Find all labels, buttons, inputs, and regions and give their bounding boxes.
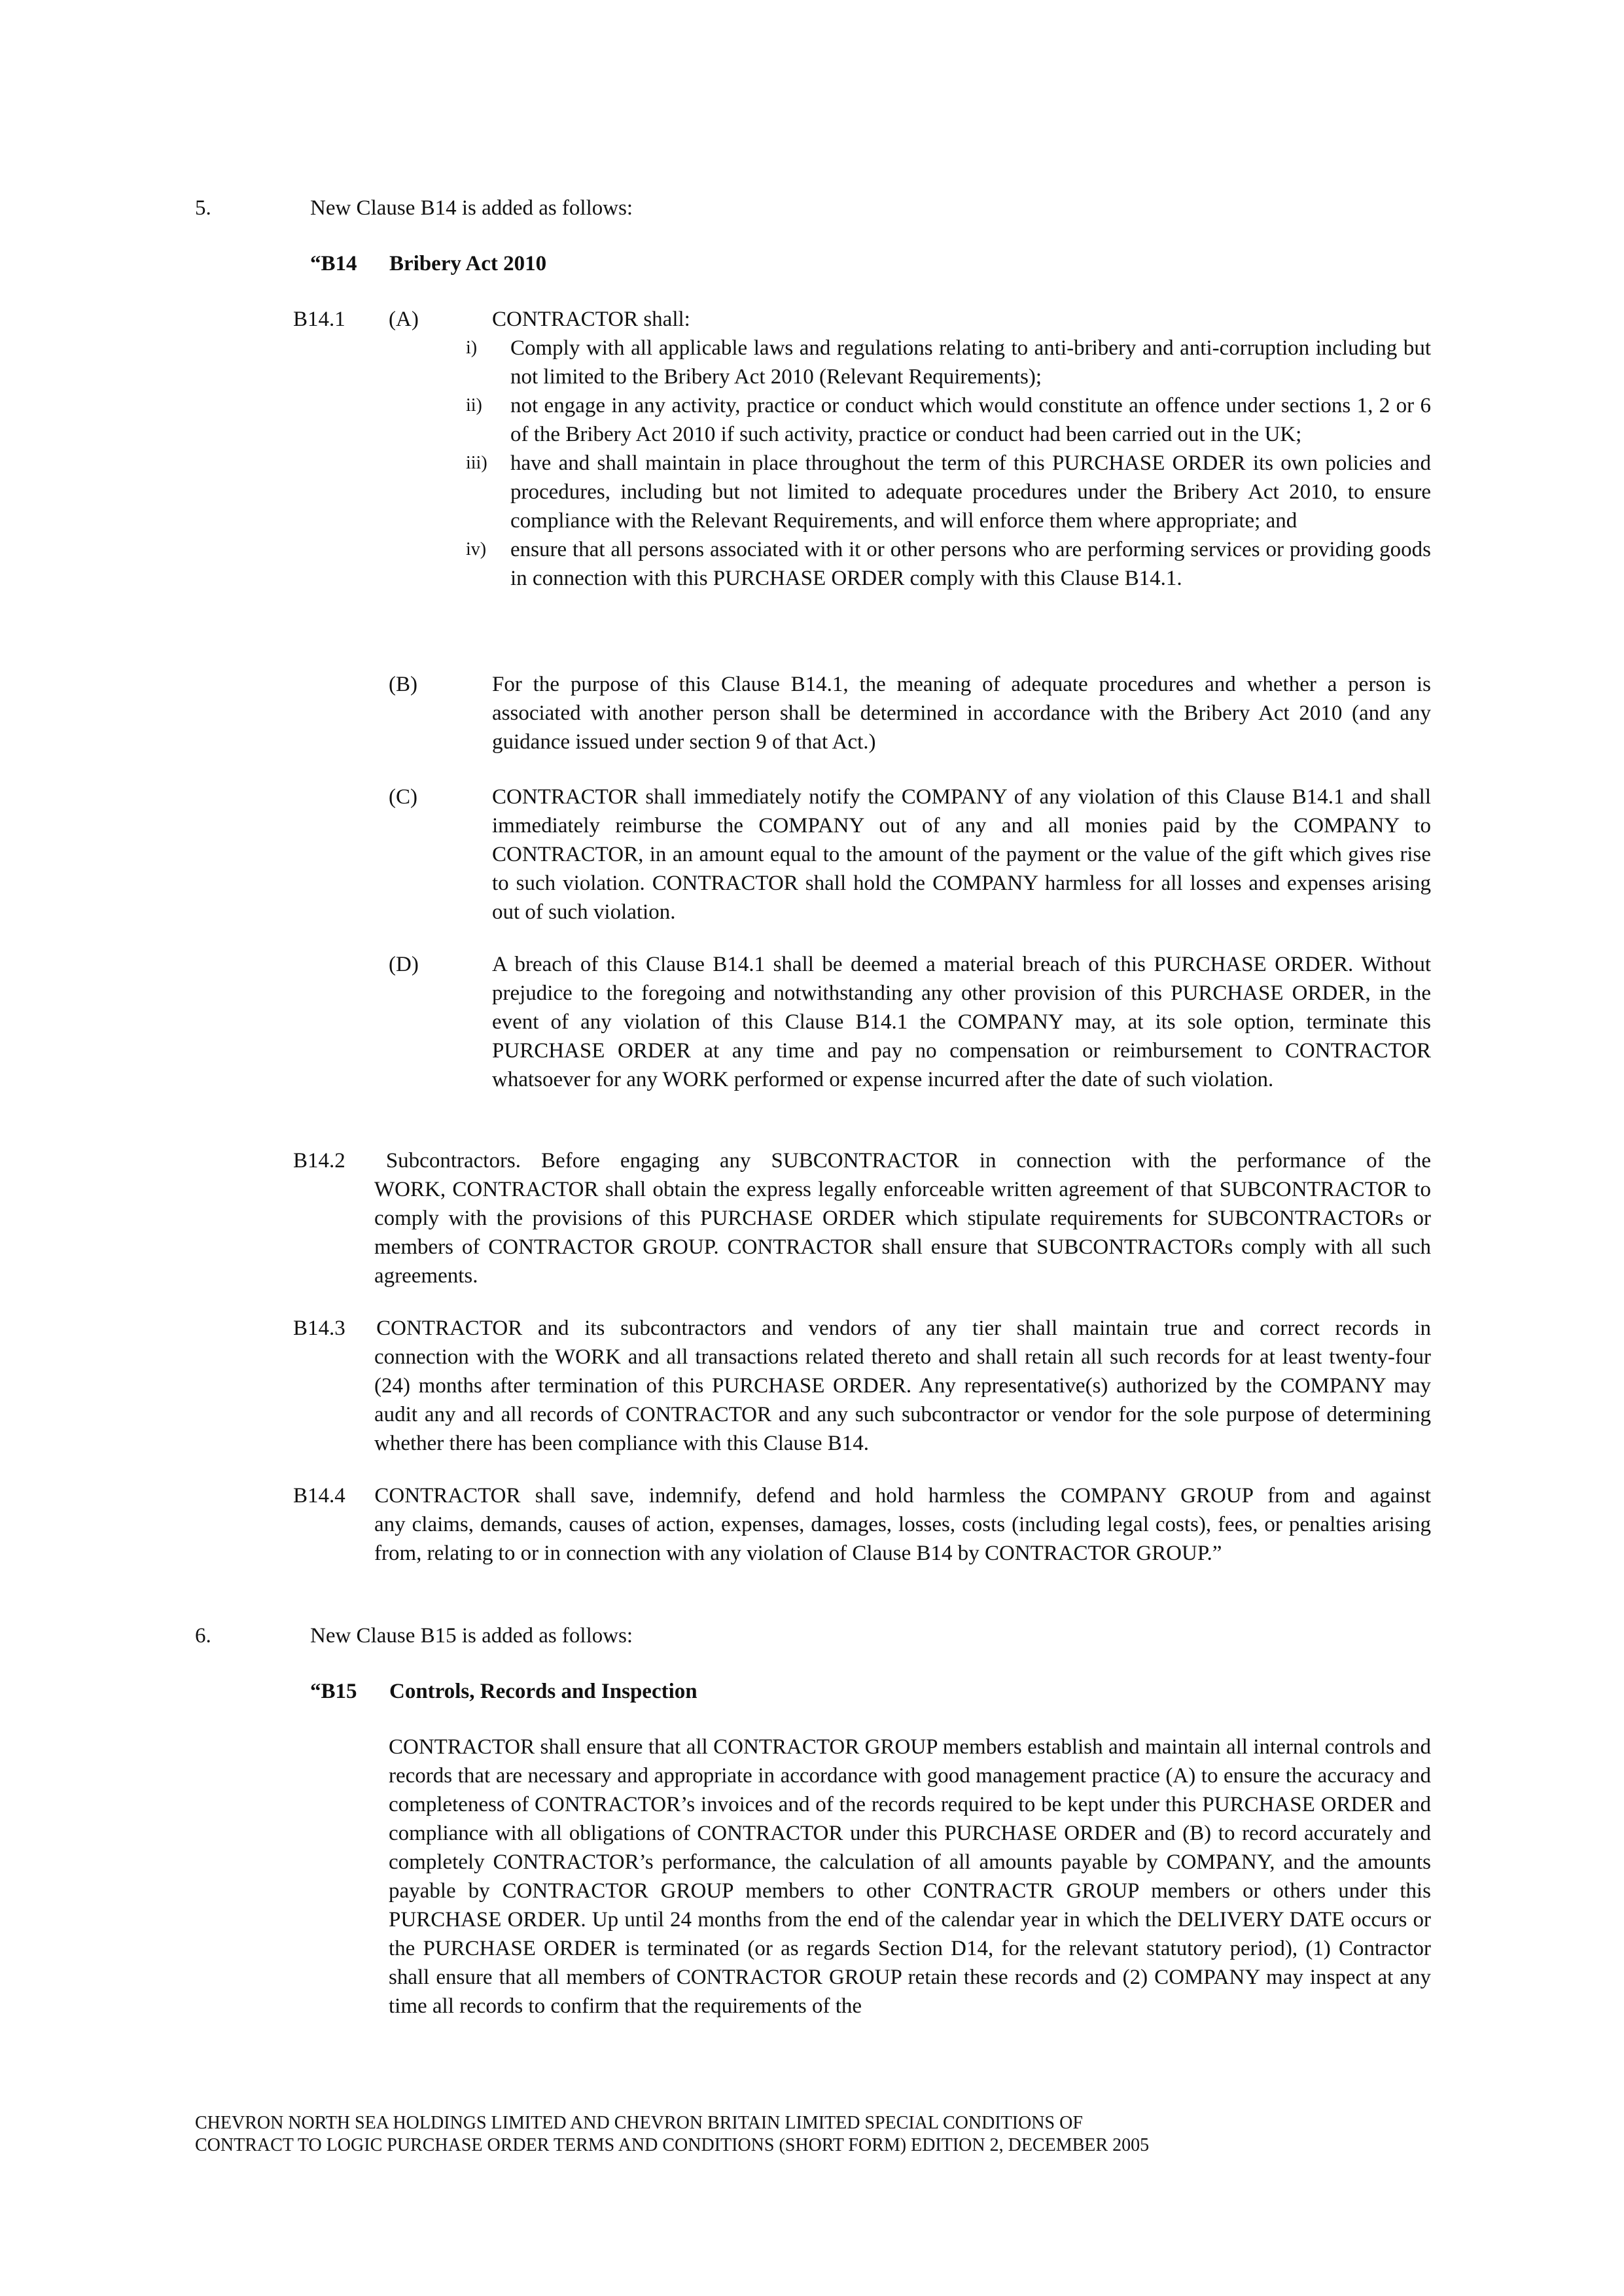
clause-b14-number: “B14 (310, 252, 357, 275)
b14-1-a-label: (A) (389, 308, 419, 331)
list-item-text: Comply with all applicable laws and regulations relating to anti-bribery and anti-corruption including but not limited to the Bribery Act 2010 (Relevant Requirements); (510, 336, 1431, 389)
clause-b15-number: “B15 (310, 1680, 357, 1703)
b14-1-a-list (466, 334, 1431, 593)
b14-1-d-label: (D) (389, 953, 419, 976)
b14-3-paragraph (293, 1314, 1431, 1458)
clause-b15-title: Controls, Records and Inspection (389, 1680, 697, 1703)
list-item-text: have and shall maintain in place throughout the term of this PURCHASE ORDER its own policies and procedures, including but not limited to adequate procedures under the Bribery Act 2010, to ensure compliance with the Relevant Requirements, and will enforce them where appropriate; and (510, 451, 1431, 533)
b14-1-c-label: (C) (389, 785, 417, 809)
list-item-number: iv) (466, 539, 487, 559)
list-item-number: i) (466, 338, 478, 358)
b14-3-first-line: B14.3 CONTRACTOR and its subcontractors and vendors of any tier shall maintain true and correct records in (293, 1316, 1431, 1340)
b14-1-c-text: CONTRACTOR shall immediately notify the COMPANY of any violation of this Clause B14.1 and shall immediately reimburse the COMPANY out of any and all monies paid by the COMPANY to CONTRACTOR, in an amount equal to the amount of the payment or the value of the gift which gives rise to such violation. CONTRACTOR shall hold the COMPANY harmless for all losses and expenses arising out of such violation. (492, 785, 1431, 924)
list-item (466, 391, 1431, 449)
item-5-number: 5. (195, 196, 211, 220)
b14-2-paragraph (293, 1146, 1431, 1290)
item-6-text: New Clause B15 is added as follows: (310, 1624, 633, 1648)
b14-1-d-text: A breach of this Clause B14.1 shall be deemed a material breach of this PURCHASE ORDER. Without prejudice to the foregoing and notwithstanding any other provision of this PURCHASE ORDER, in the event of any violation of this Clause B14.1 the COMPANY may, at its sole option, terminate this PURCHASE ORDER at any time and pay no compensation or reimbursement to CONTRACTOR whatsoever for any WORK performed or expense incurred after the date of such violation. (492, 953, 1431, 1091)
clause-b14-title: Bribery Act 2010 (389, 252, 547, 275)
b14-1-b-label: (B) (389, 673, 417, 696)
b14-1-b-text: For the purpose of this Clause B14.1, the meaning of adequate procedures and whether a person is associated with another person shall be determined in accordance with the Bribery Act 2010 (and any guidance issued under section 9 of that Act.) (492, 673, 1431, 754)
footer-line-2: CONTRACT TO LOGIC PURCHASE ORDER TERMS AND CONDITIONS (SHORT FORM) EDITION 2, DECEMBER 2005 (195, 2135, 1150, 2155)
b14-4-paragraph (293, 1481, 1431, 1568)
footer (195, 2112, 1149, 2157)
b14-4-first-line: B14.4 CONTRACTOR shall save, indemnify, defend and hold harmless the COMPANY GROUP from and against (293, 1484, 1431, 1508)
b14-3-continuation: connection with the WORK and all transactions related thereto and shall retain all such records for at least twenty-four (24) months after termination of this PURCHASE ORDER. Any representative(s) authorized by the COMPANY may audit any and all records of CONTRACTOR and any such subcontractor or vendor for the sole purpose of determining whether there has been compliance with this Clause B14. (374, 1345, 1431, 1455)
list-item-text: not engage in any activity, practice or conduct which would constitute an offence under sections 1, 2 or 6 of the Bribery Act 2010 if such activity, practice or conduct had been carried out in the UK; (510, 394, 1431, 446)
list-item (466, 449, 1431, 535)
list-item-number: ii) (466, 395, 482, 415)
list-item (466, 334, 1431, 391)
b14-1-a-text: CONTRACTOR shall: (492, 308, 690, 331)
list-item-text: ensure that all persons associated with it or other persons who are performing services or providing goods in connection with this PURCHASE ORDER comply with this Clause B14.1. (510, 538, 1431, 590)
b14-2-first-line: B14.2 Subcontractors. Before engaging any SUBCONTRACTOR in connection with the performance of the (293, 1149, 1431, 1173)
item-6-number: 6. (195, 1624, 211, 1648)
item-5-text: New Clause B14 is added as follows: (310, 196, 633, 220)
list-item-number: iii) (466, 453, 487, 473)
footer-line-1: CHEVRON NORTH SEA HOLDINGS LIMITED AND CHEVRON BRITAIN LIMITED SPECIAL CONDITIONS OF (195, 2113, 1083, 2133)
list-item (466, 535, 1431, 593)
b14-1-label: B14.1 (293, 308, 345, 331)
b14-4-continuation: any claims, demands, causes of action, expenses, damages, losses, costs (including legal costs), fees, or penalties arising from, relating to or in connection with any violation of Clause B14 by CONTRACTOR GROUP.” (374, 1513, 1431, 1565)
b14-2-continuation: WORK, CONTRACTOR shall obtain the express legally enforceable written agreement of that SUBCONTRACTOR to comply with the provisions of this PURCHASE ORDER which stipulate requirements for SUBCONTRACTORs or members of CONTRACTOR GROUP. CONTRACTOR shall ensure that SUBCONTRACTORs comply with all such agreements. (374, 1178, 1431, 1288)
clause-b15-body: CONTRACTOR shall ensure that all CONTRACTOR GROUP members establish and maintain all internal controls and records that are necessary and appropriate in accordance with good management practice (A) to ensure the accuracy and completeness of CONTRACTOR’s invoices and of the records required to be kept under this PURCHASE ORDER and compliance with all obligations of CONTRACTOR under this PURCHASE ORDER and (B) to record accurately and completely CONTRACTOR’s performance, the calculation of all amounts payable by COMPANY, and the amounts payable by CONTRACTOR GROUP members to other CONTRACTR GROUP members or others under this PURCHASE ORDER. Up until 24 months from the end of the calendar year in which the DELIVERY DATE occurs or the PURCHASE ORDER is terminated (or as regards Section D14, for the relevant statutory period), (1) Contractor shall ensure that all members of CONTRACTOR GROUP retain these records and (2) COMPANY may inspect at any time all records to confirm that the requirements of the (389, 1735, 1431, 2018)
